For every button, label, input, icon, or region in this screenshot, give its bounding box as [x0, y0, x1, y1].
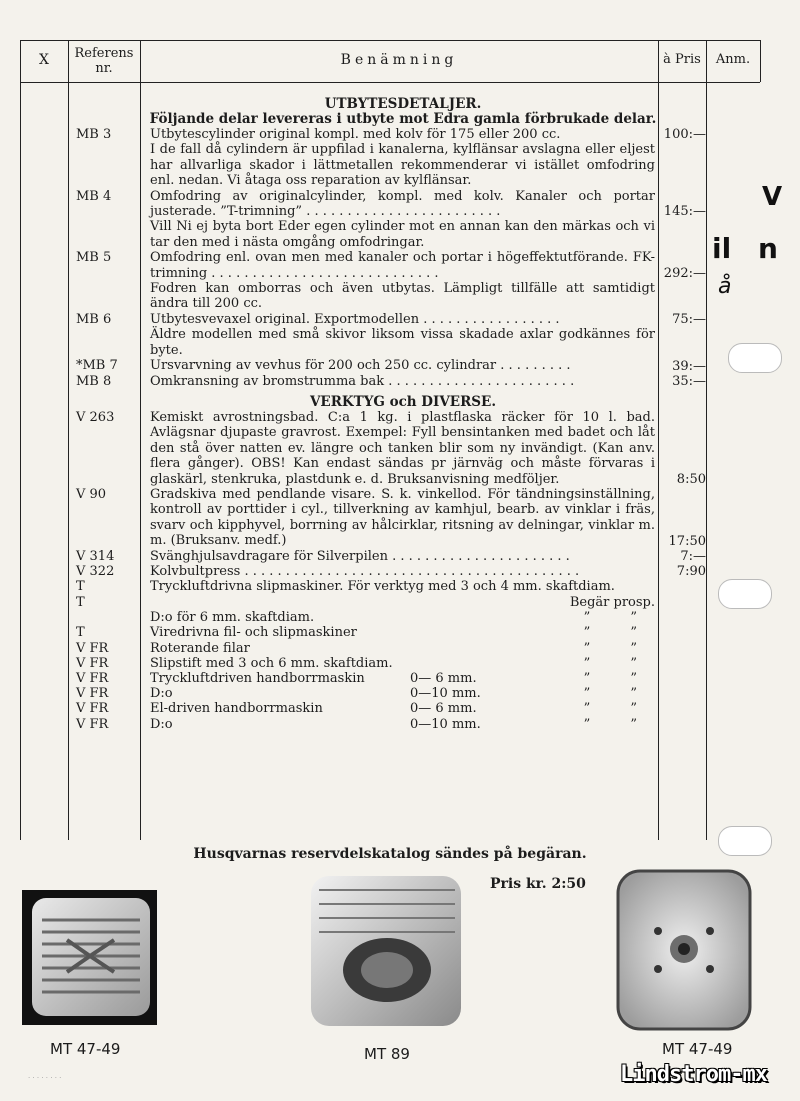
- table-row: [20, 374, 760, 389]
- ditto-mark: ” ”: [583, 610, 655, 626]
- description-text: Tryckluftdrivna slipmaskiner. För verktyg med 3 och 4 mm. skaftdiam.: [150, 579, 615, 595]
- side-fragment-il: il: [712, 232, 732, 265]
- ref-number: V FR: [76, 640, 109, 656]
- size: [410, 610, 540, 625]
- description: Viredrivna fil- och slipmaskiner: [150, 625, 357, 641]
- description: Utbytescylinder original kompl. med kolv för 175 eller 200 cc.: [150, 127, 561, 142]
- section-title-utbytesdetaljer: UTBYTESDETALJER.: [324, 96, 482, 112]
- description: Kemiskt avrostningsbad. C:a 1 kg. i plastflaska räcker för 10 l. bad. Avlägsnar djupaste gravrost. Exempel: Fyll bensintanken med badet och låt den stå över natten ev. längre och tanken blir som ny invändigt. (Kan anv. flera gånger). OBS! Kan endast sändas pr järnväg och måste förvaras i glaskärl, stenkruka, plastdunk e. d. Bruksanvisning medföljer.: [150, 409, 655, 487]
- punch-hole: [718, 579, 772, 609]
- table-row: [20, 219, 760, 250]
- description: Omfodring enl. ovan men med kanaler och portar i högeffektutförande. FK-trimning . . . . . . . . . . . . . . . . . . . . . . . . . . . .: [150, 250, 655, 281]
- table-row: [20, 142, 760, 188]
- table-row: [20, 671, 760, 686]
- ref-number: V FR: [76, 671, 109, 686]
- description: Kolvbultpress . . . . . . . . . . . . . . . . . . . . . . . . . . . . . . . . . . . . . . . . .: [150, 563, 580, 579]
- table-row: [20, 686, 760, 701]
- table-row: [20, 327, 760, 358]
- price: 39:—: [672, 358, 706, 374]
- description: Ursvarvning av vevhus för 200 och 250 cc. cylindrar . . . . . . . . .: [150, 358, 571, 374]
- section-title-verktyg: VERKTYG och DIVERSE.: [309, 393, 497, 410]
- table-row: [20, 656, 760, 671]
- ref-number: V 314: [76, 548, 115, 564]
- ref-number: V 322: [76, 563, 115, 579]
- header-anm: Anm.: [715, 52, 751, 67]
- price: 7:—: [680, 548, 706, 564]
- header-benamning: Benämning: [340, 52, 458, 68]
- ref-number: MB 3: [76, 127, 112, 142]
- description: D:o: [150, 716, 173, 732]
- table-row: [20, 250, 760, 281]
- ref-number: MB 6: [76, 311, 112, 327]
- description: Gradskiva med pendlande visare. S. k. vinkellod. För tändningsinställning, kontroll av porttider i cyl., tillverkning av kamhjul, bearb. av vinklar i fräs, svarv och kipphyvel, borrning av hålcirklar, ritsning av delningar, vinklar m. m. (Bruksanv. medf.): [150, 486, 655, 549]
- price: 8:50: [676, 471, 706, 487]
- ditto-mark: ” ”: [583, 640, 655, 656]
- table-row: [20, 410, 760, 487]
- description: El-driven handborrmaskin: [150, 701, 323, 717]
- cylinder-head-photo: [22, 890, 157, 1025]
- table-row: [20, 549, 760, 564]
- size: 0—10 mm.: [410, 686, 481, 702]
- size: 0— 6 mm.: [410, 701, 477, 717]
- description: Svänghjulsavdragare för Silverpilen . . . . . . . . . . . . . . . . . . . . . .: [150, 548, 570, 564]
- description: Vill Ni ej byta bort Eder egen cylinder mot en annan kan den märkas och vi tar den med i nästa omgång omfodringar.: [150, 219, 655, 250]
- description: D:o för 6 mm. skaftdiam.: [150, 610, 315, 626]
- ref-number: V FR: [76, 686, 109, 702]
- table-row: [20, 701, 760, 716]
- table-row: [20, 717, 760, 732]
- header-x: X: [39, 52, 49, 68]
- cylinder-top-photo: [612, 865, 757, 1035]
- ref-number: T: [76, 625, 85, 641]
- ref-number: MB 8: [76, 373, 112, 389]
- ref-number: V FR: [76, 716, 109, 732]
- ref-number: V FR: [76, 655, 109, 671]
- header-pris: à Pris: [663, 52, 701, 67]
- table-row: [20, 625, 760, 640]
- ditto-mark: ” ”: [583, 655, 655, 671]
- print-mark: · · · · · · · ·: [28, 1074, 62, 1082]
- size: [410, 656, 540, 671]
- ditto-mark: ” ”: [583, 625, 655, 641]
- price: 75:—: [672, 312, 706, 328]
- header-ref: Referens nr.: [74, 46, 134, 76]
- description: Tryckluftdriven handborrmaskin: [150, 671, 365, 686]
- table-row: [20, 564, 760, 579]
- photo-caption-1: MT 47-49: [50, 1040, 121, 1058]
- table-row: [20, 595, 760, 626]
- ref-number: T: [76, 594, 85, 610]
- description: Omkransning av bromstrumma bak . . . . . . . . . . . . . . . . . . . . . . .: [150, 373, 575, 389]
- price: 17:50: [668, 533, 706, 549]
- description: D:o: [150, 686, 173, 702]
- watermark-logo: Lindstrom-mx: [620, 1062, 767, 1087]
- description: [150, 579, 655, 610]
- description: Fodren kan omborras och även utbytas. Lämpligt tillfälle att samtidigt ändra till 200 cc.: [150, 281, 655, 312]
- ditto-mark: ” ”: [583, 716, 655, 732]
- price: 292:—: [663, 266, 706, 282]
- side-fragment-n: n: [758, 232, 778, 265]
- ref-number: V 263: [76, 409, 115, 425]
- catalog-note: Husqvarnas reservdelskatalog sändes på begäran.: [193, 846, 587, 862]
- table-body: [20, 97, 760, 732]
- punch-hole: [728, 343, 782, 373]
- table-row: [20, 641, 760, 656]
- description: Utbytesvevaxel original. Exportmodellen . . . . . . . . . . . . . . . . .: [150, 311, 560, 327]
- size: [410, 641, 540, 656]
- description: Roterande filar: [150, 640, 250, 656]
- photo-caption-2: MT 89: [364, 1045, 410, 1063]
- table-row: [20, 312, 760, 327]
- table-row: [20, 127, 760, 142]
- description: I de fall då cylindern är uppfilad i kanalerna, kylflänsar avslagna eller eljest har allvarliga skador i lättmetallen rekommenderar vi istället omfodring enl. nedan. Vi åtaga oss reparation av kylflänsar.: [150, 142, 655, 189]
- price: 35:—: [672, 373, 706, 389]
- table-row: [20, 281, 760, 312]
- ditto-mark: ” ”: [583, 686, 655, 702]
- price: 100:—: [663, 127, 706, 143]
- ref-number: MB 4: [76, 188, 112, 204]
- ditto-mark: ” ”: [583, 671, 655, 686]
- price: 145:—: [663, 204, 706, 220]
- note-begar-prosp: Begär prosp.: [569, 594, 655, 610]
- table-row: [20, 358, 760, 373]
- punch-hole: [718, 826, 772, 856]
- cylinder-photo: [305, 870, 465, 1035]
- description: Äldre modellen med små skivor liksom vissa skadade axlar godkännes för byte.: [150, 327, 655, 358]
- table-row: [20, 487, 760, 549]
- description: Slipstift med 3 och 6 mm. skaftdiam.: [150, 655, 393, 671]
- table-row: [20, 189, 760, 220]
- photo-caption-3: MT 47-49: [662, 1040, 733, 1058]
- catalog-price: Pris kr. 2:50: [490, 876, 586, 892]
- ref-number: *MB 7: [76, 358, 118, 374]
- ditto-mark: ” ”: [583, 701, 655, 717]
- ref-number: V 90: [76, 486, 107, 502]
- size: [410, 625, 540, 640]
- price: 7:90: [676, 564, 706, 580]
- ref-number: MB 5: [76, 250, 112, 266]
- side-fragment-a: å: [718, 274, 732, 299]
- side-fragment-v: V: [762, 182, 783, 212]
- ref-number: V FR: [76, 701, 109, 717]
- ref-number: T: [76, 579, 85, 595]
- description: Omfodring av originalcylinder, kompl. med kolv. Kanaler och portar justerade. ”T-trimning” . . . . . . . . . . . . . . . . . . . . . . . .: [150, 188, 655, 220]
- size: 0— 6 mm.: [410, 671, 477, 686]
- size: 0—10 mm.: [410, 716, 481, 732]
- table-row: [20, 579, 760, 610]
- section-lead: Följande delar levereras i utbyte mot Edra gamla förbrukade delar.: [149, 111, 657, 127]
